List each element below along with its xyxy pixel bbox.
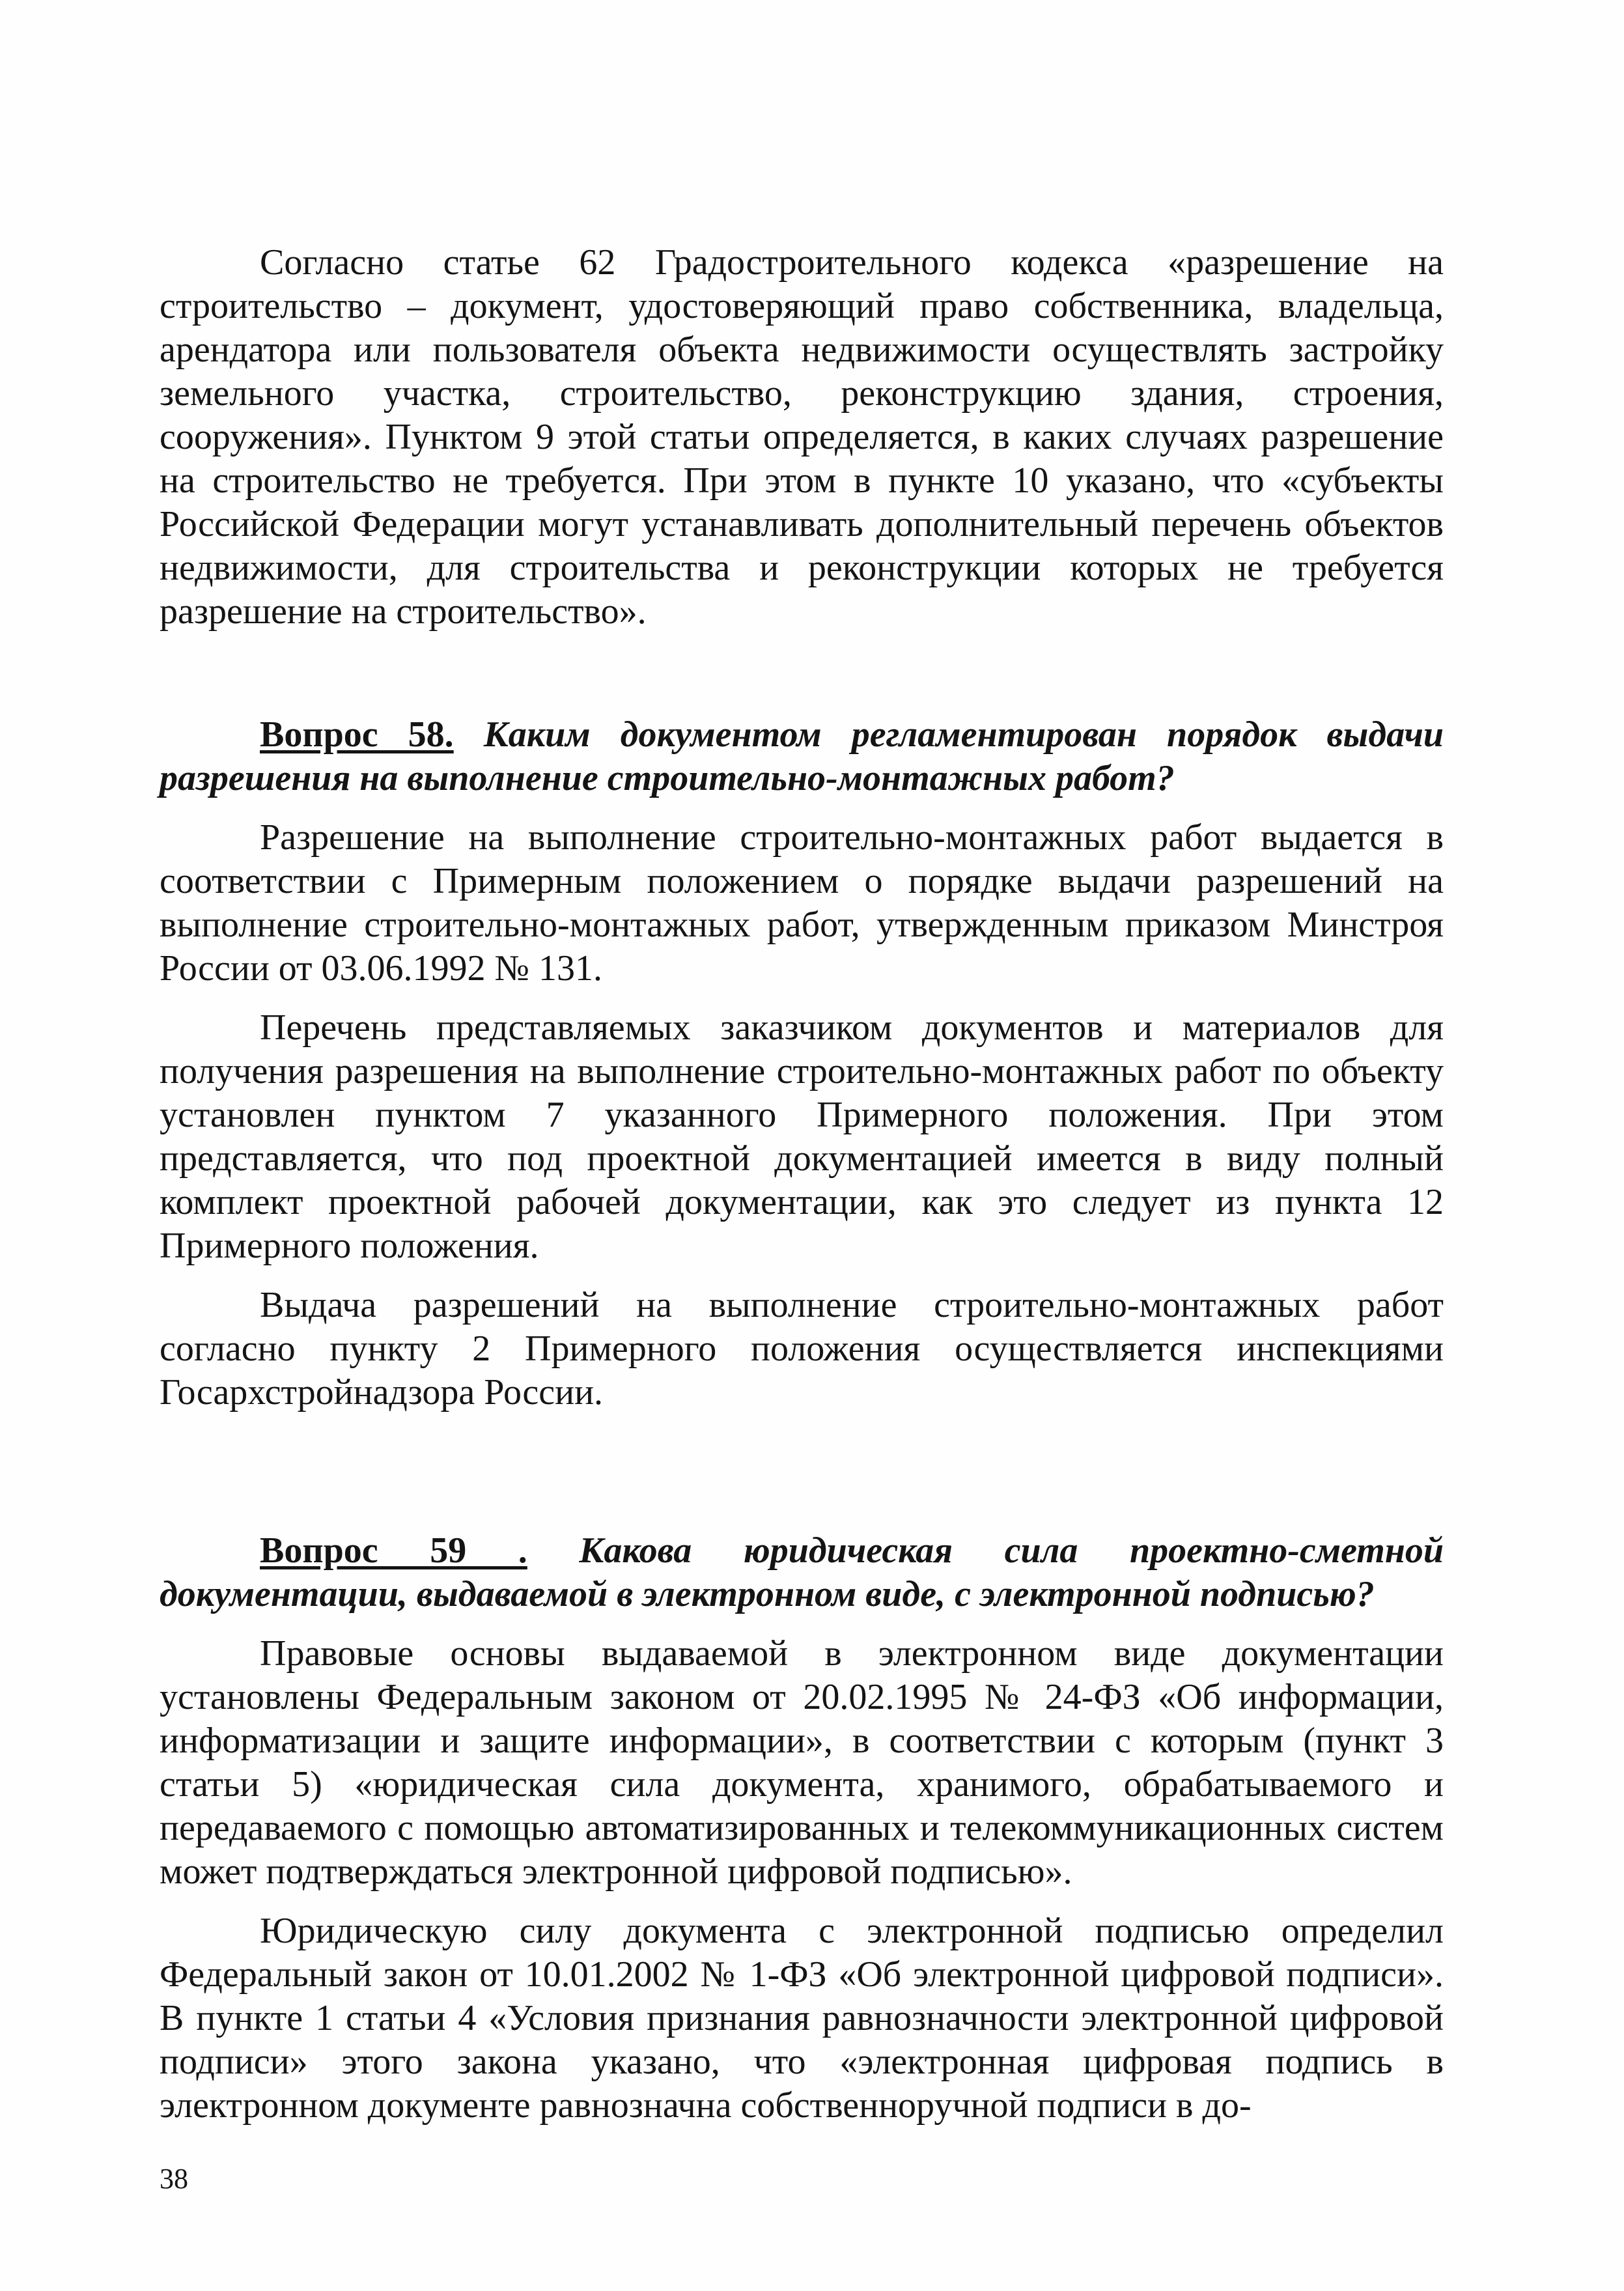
page-number: 38 [160,2163,188,2195]
intro-paragraph: Согласно статье 62 Градостроительного кодекса «разрешение на строительство – документ, удостоверяющий право собственника, владельца, арендатора или пользователя объекта недвижимости осуществлять застройку земельного участка, строительство, реконструкцию здания, строения, сооружения». Пунктом 9 этой статьи определяется, в каких случаях разрешение на строительство не требуется. При этом в пункте 10 указано, что «субъекты Российской Федерации могут устанавливать дополнительный перечень объектов недвижимости, для строительства и реконструкции которых не требуется разрешение на строительство». [160,242,1444,632]
question-59-answer-paragraph: Юридическую силу документа с электронной подписью определил Федеральный закон от 10.01.2002 № 1-ФЗ «Об электронной цифровой подписи». В пункте 1 статьи 4 «Условия признания равнозначности электронной цифровой подписи» этого закона указано, что «электронная цифровая подпись в электронном документе равнозначна собственноручной подписи в до- [160,1911,1444,2126]
intro-section [160,241,1444,634]
question-58-answer-paragraph: Разрешение на выполнение строительно-монтажных работ выдается в соответствии с Примерным положением о порядке выдачи разрешений на выполнение строительно-монтажных работ, утвержденным приказом Минстроя России от 03.06.1992 № 131. [160,817,1444,989]
question-58-heading [160,713,1444,800]
question-59-section [160,1529,1444,2128]
question-59-answer-paragraph: Правовые основы выдаваемой в электронном виде документации установлены Федеральным законом от 20.02.1995 № 24-ФЗ «Об информации, информатизации и защите информации», в соответствии с которым (пункт 3 статьи 5) «юридическая сила документа, хранимого, обрабатываемого и передаваемого с помощью автоматизированных и телекоммуникационных систем может подтверждаться электронной цифровой подписью». [160,1633,1444,1892]
question-58-answer-paragraph: Перечень представляемых заказчиком документов и материалов для получения разрешения на выполнение строительно-монтажных работ по объекту установлен пунктом 7 указанного Примерного положения. При этом представляется, что под проектной документацией имеется в виду полный комплект проектной рабочей документации, как это следует из пункта 12 Примерного положения. [160,1007,1444,1266]
question-58-answer-paragraph: Выдача разрешений на выполнение строительно-монтажных работ согласно пункту 2 Примерного положения осуществляется инспекциями Госархстройнадзора России. [160,1285,1444,1413]
question-59-text: Какова юридическая сила проектно-сметной документации, выдаваемой в электронном виде, с электронной подписью? [160,1530,1444,1614]
question-59-label: Вопрос 59 . [260,1530,527,1571]
question-58-text: Каким документом регламентирован порядок выдачи разрешения на выполнение строительно-монтажных работ? [160,714,1444,798]
question-58-label: Вопрос 58. [260,714,454,755]
question-58-section [160,713,1444,1414]
question-59-heading [160,1529,1444,1616]
